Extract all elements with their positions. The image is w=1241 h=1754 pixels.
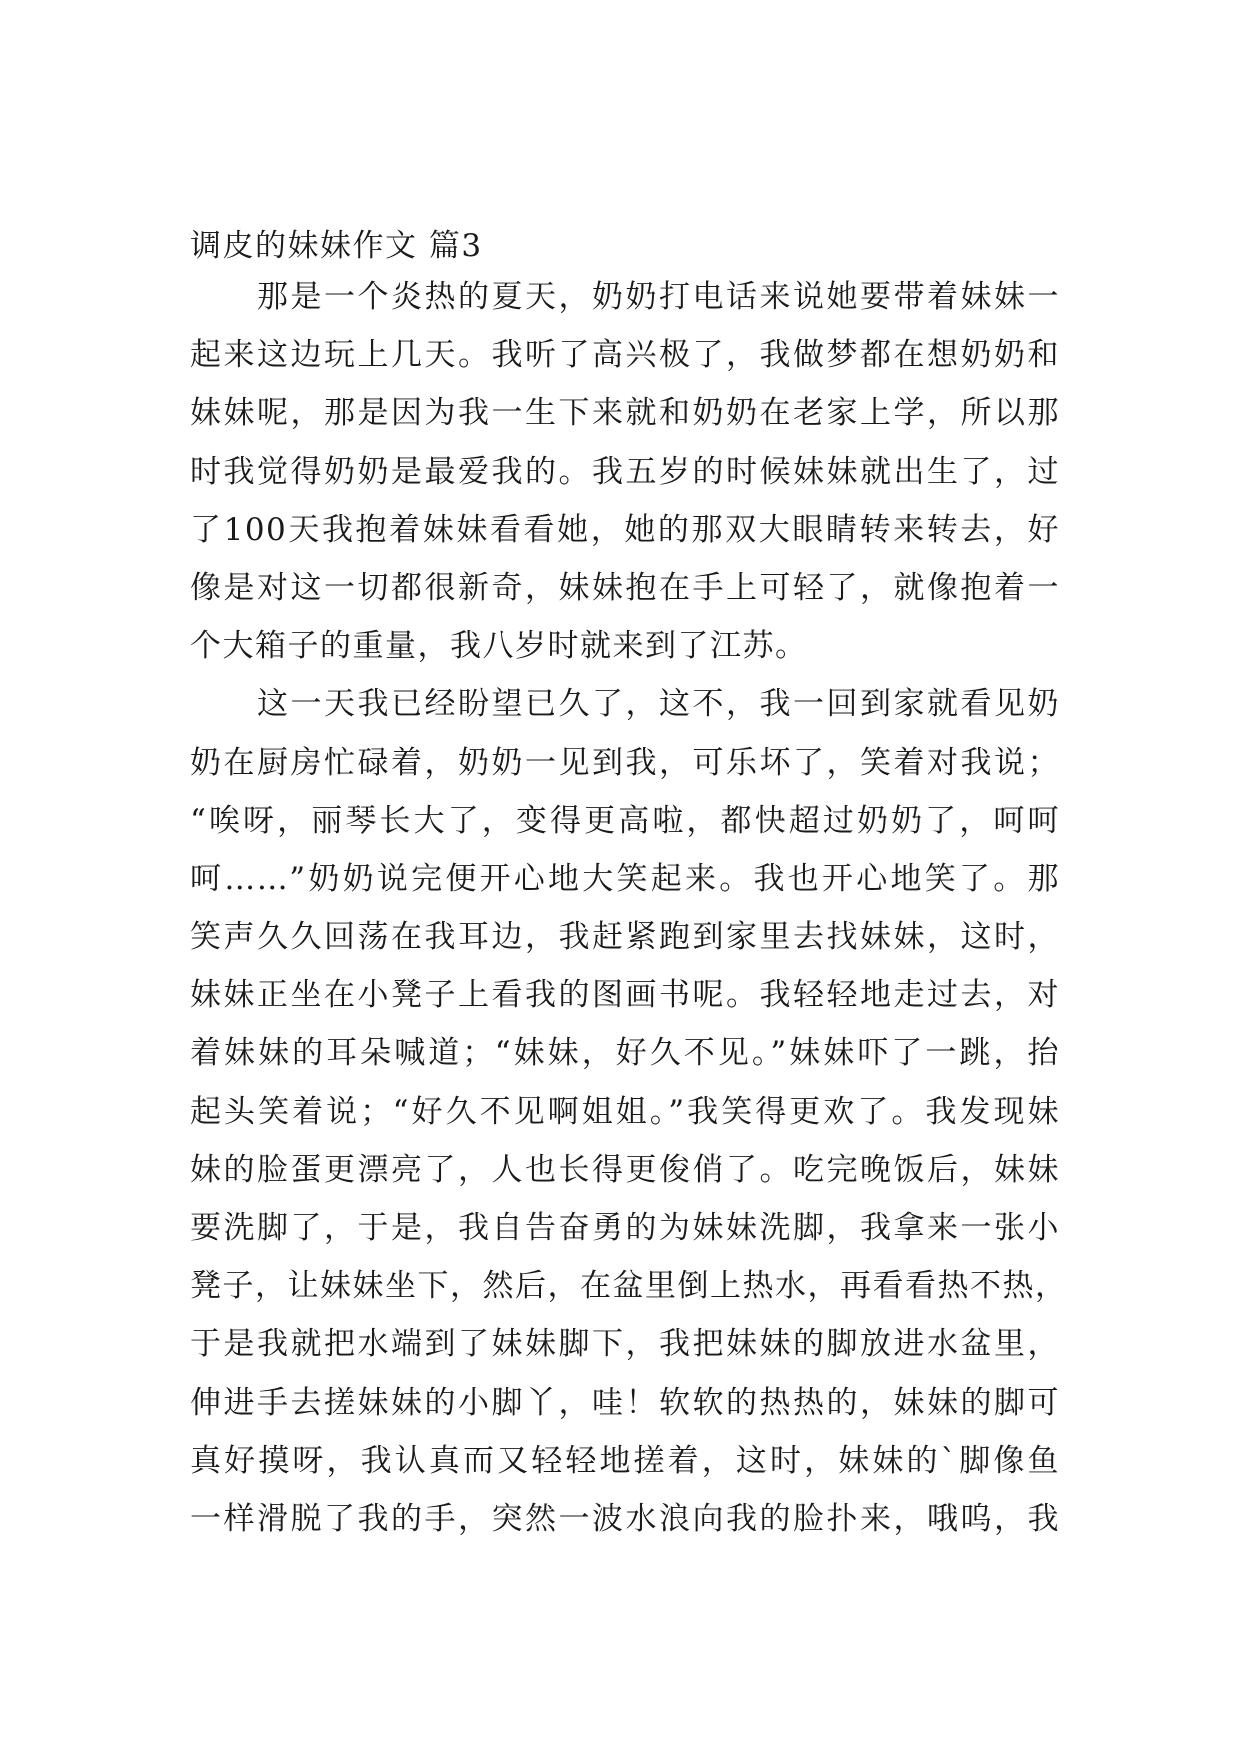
paragraph-line: 凳子，让妹妹坐下，然后，在盆里倒上热水，再看看热不热，	[190, 1268, 1068, 1305]
paragraph-line: 着妹妹的耳朵喊道；“妹妹，好久不见。”妹妹吓了一跳，抬	[190, 1035, 1060, 1072]
paragraph-line: 一样滑脱了我的手，突然一波水浪向我的脸扑来，哦呜，我	[190, 1500, 1060, 1537]
paragraph-line: 那是一个炎热的夏天，奶奶打电话来说她要带着妹妹一	[257, 279, 1060, 315]
paragraph-line: 呵……”奶奶说完便开心地大笑起来。我也开心地笑了。那	[190, 860, 1060, 897]
paragraph-line: “唉呀，丽琴长大了，变得更高啦，都快超过奶奶了，呵呵	[190, 802, 1060, 839]
paragraph-line: 真好摸呀，我认真而又轻轻地搓着，这时，妹妹的`脚像鱼	[190, 1442, 1060, 1479]
paragraph-line: 时我觉得奶奶是最爱我的。我五岁的时候妹妹就出生了，过	[190, 453, 1060, 490]
paragraph-line: 妹妹正坐在小凳子上看我的图画书呢。我轻轻地走过去，对	[190, 977, 1060, 1014]
paragraph-line: 个大箱子的重量，我八岁时就来到了江苏。	[190, 628, 808, 665]
paragraph-line: 起头笑着说；“好久不见啊姐姐。”我笑得更欢了。我发现妹	[190, 1093, 1060, 1130]
paragraph-line: 奶在厨房忙碌着，奶奶一见到我，可乐坏了，笑着对我说；	[190, 744, 1060, 781]
paragraph-line: 像是对这一切都很新奇，妹妹抱在手上可轻了，就像抱着一	[190, 569, 1060, 606]
paragraph-line: 妹的脸蛋更漂亮了，人也长得更俊俏了。吃完晚饭后，妹妹	[190, 1151, 1060, 1188]
paragraph-line: 要洗脚了，于是，我自告奋勇的为妹妹洗脚，我拿来一张小	[190, 1210, 1060, 1246]
document-body	[190, 225, 1068, 1548]
paragraph-2	[190, 675, 1068, 1548]
paragraph-line: 起来这边玩上几天。我听了高兴极了，我做梦都在想奶奶和	[190, 337, 1060, 374]
paragraph-1	[190, 268, 1060, 675]
paragraph-line: 了100天我抱着妹妹看看她，她的那双大眼睛转来转去，好	[190, 511, 1060, 548]
document-title: 调皮的妹妹作文 篇3	[190, 228, 483, 264]
paragraph-line: 笑声久久回荡在我耳边，我赶紧跑到家里去找妹妹，这时，	[190, 919, 1060, 956]
paragraph-line: 妹妹呢，那是因为我一生下来就和奶奶在老家上学，所以那	[190, 395, 1060, 432]
paragraph-line: 伸进手去搓妹妹的小脚丫，哇！软软的热热的，妹妹的脚可	[190, 1384, 1060, 1421]
paragraph-line: 于是我就把水端到了妹妹脚下，我把妹妹的脚放进水盆里，	[190, 1326, 1060, 1363]
paragraph-line: 这一天我已经盼望已久了，这不，我一回到家就看见奶	[257, 686, 1060, 723]
